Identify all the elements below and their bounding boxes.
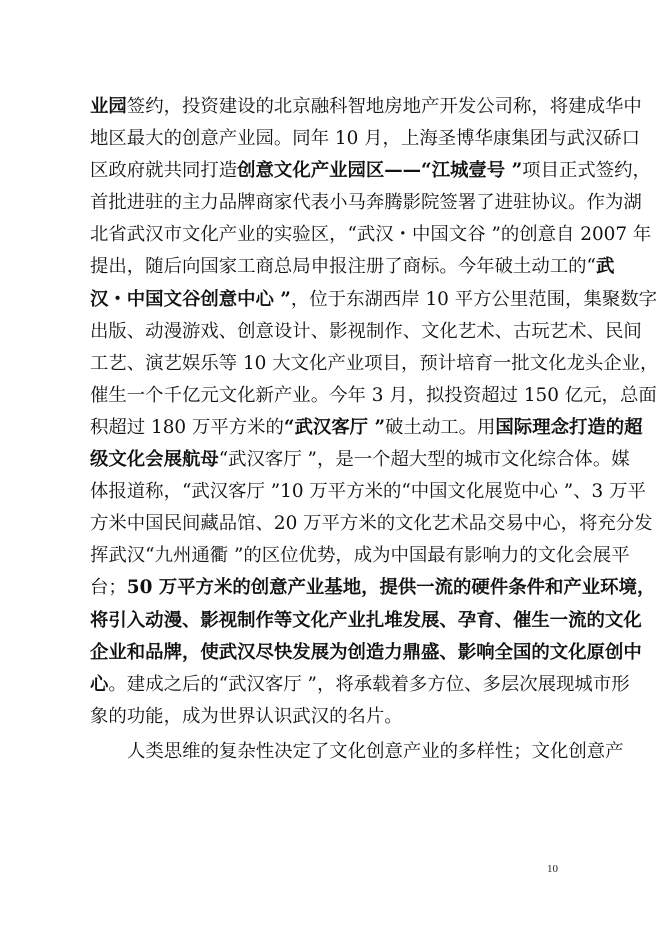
text-run: 象的功能，成为世界认识武汉的名片。 xyxy=(90,705,403,727)
text-run: 首批进驻的主力品牌商家代表小马奔腾影院签署了进驻协议。作为湖 xyxy=(90,192,642,214)
paragraph-2-first-line: 人类思维的复杂性决定了文化创意产业的多样性；文化创意产 xyxy=(127,740,624,762)
text-line xyxy=(90,187,642,219)
text-line xyxy=(90,91,642,123)
text-run: 台； xyxy=(90,577,127,599)
text-line xyxy=(90,155,651,187)
text-run: 区政府就共同打造 xyxy=(90,160,238,182)
text-run: 挥武汉“九州通衢 ”的区位优势，成为中国最有影响力的文化会展平 xyxy=(90,545,630,567)
text-line xyxy=(90,572,656,604)
bold-text-run: 创意文化产业园区——“江城壹号 ” xyxy=(237,160,523,182)
text-line xyxy=(90,412,643,444)
bold-text-run: 将引入动漫、影视制作等文化产业扎堆发展、孕育、催生一流的文化 xyxy=(90,609,642,631)
text-line xyxy=(90,540,630,572)
text-line xyxy=(90,219,652,251)
text-line xyxy=(90,380,657,412)
text-run: 提出，随后向国家工商总局申报注册了商标。今年破土动工的“ xyxy=(90,256,596,278)
bold-text-run: 级文化会展航母 xyxy=(90,449,219,471)
bold-text-run: 心 xyxy=(90,673,109,695)
text-run: 出版、动漫游戏、创意设计、影视制作、文化艺术、古玩艺术、民间 xyxy=(90,320,642,342)
page-number: 10 xyxy=(547,863,558,875)
bold-text-run: 国际理念打造的超 xyxy=(495,416,643,438)
text-run: 工艺、演艺娱乐等 10 大文化产业项目，预计培育一批文化龙头企业， xyxy=(90,352,659,374)
bold-text-run: “武汉客厅 ” xyxy=(283,416,386,438)
text-run: 体报道称，“武汉客厅 ”10 万平方米的“中国文化展览中心 ”、3 万平 xyxy=(90,481,646,503)
text-run: 方米中国民间藏品馆、20 万平方米的文化艺术品交易中心，将充分发 xyxy=(90,513,653,535)
text-line xyxy=(90,701,580,733)
text-run: 签约，投资建设的北京融科智地房地产开发公司称，将建成华中 xyxy=(126,96,642,117)
text-run: 破土动工。用 xyxy=(385,416,496,438)
text-line xyxy=(90,316,642,348)
text-run: “武汉客厅 ”，是一个超大型的城市文化综合体。媒 xyxy=(218,449,630,471)
text-run: 北省武汉市文化产业的实验区，“武汉・中国文谷 ”的创意自 2007 年 xyxy=(90,224,652,246)
bold-text-run: 50 万平方米的创意产业基地，提供一流的硬件条件和产业环境， xyxy=(126,577,656,599)
bold-text-run: 武 xyxy=(595,256,615,278)
text-line xyxy=(90,637,642,669)
text-line xyxy=(90,284,658,316)
text-line xyxy=(90,348,659,380)
bold-text-run: 业园 xyxy=(90,96,127,117)
text-line xyxy=(90,508,653,540)
text-run: 项目正式签约， xyxy=(522,160,651,182)
text-run: 积超过 180 万平方米的 xyxy=(90,416,284,438)
text-line xyxy=(90,123,641,155)
bold-text-run: 企业和品牌，使武汉尽快发展为创造力鼎盛、影响全国的文化原创中 xyxy=(90,641,642,663)
text-run: 。建成之后的“武汉客厅 ”，将承载着多方位、多层次展现城市形 xyxy=(108,673,630,695)
text-run: 地区最大的创意产业园。同年 10 月，上海圣博华康集团与武汉硚口 xyxy=(90,128,641,150)
text-line xyxy=(90,605,642,637)
text-run: 催生一个千亿元文化新产业。今年 3 月，拟投资超过 150 亿元，总面 xyxy=(90,384,657,406)
text-line xyxy=(90,444,630,476)
bold-text-run: 汉・中国文谷创意中心 ” xyxy=(90,288,291,310)
body-text xyxy=(90,91,659,768)
text-line xyxy=(90,251,615,283)
text-run: ，位于东湖西岸 10 平方公里范围，集聚数字 xyxy=(290,288,658,310)
text-line xyxy=(90,476,646,508)
text-line xyxy=(90,669,630,701)
